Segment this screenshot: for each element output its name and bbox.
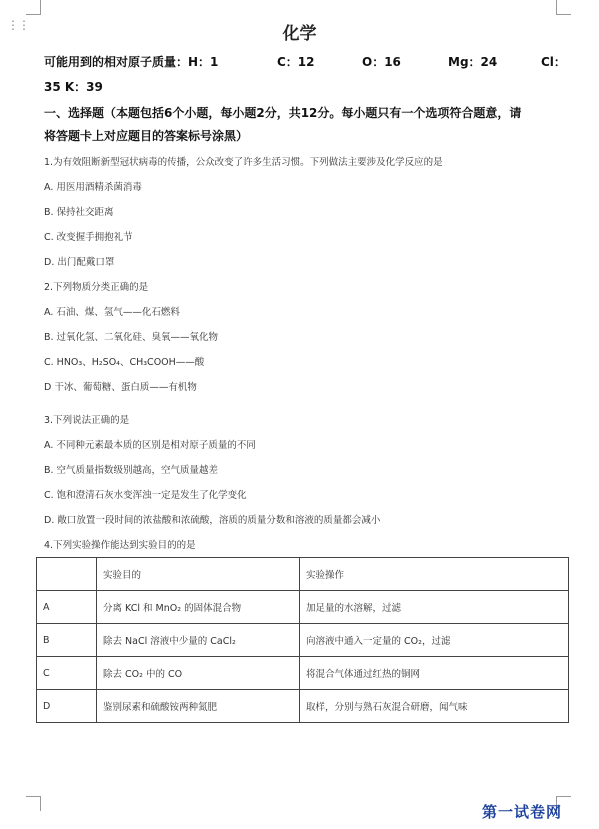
question-1-option-c: C. 改变握手拥抱礼节 — [44, 232, 133, 243]
question-2-option-b: B. 过氧化氢、二氧化硅、臭氧——氧化物 — [44, 332, 219, 343]
table-row — [37, 591, 569, 624]
table-row — [37, 657, 569, 690]
crop-mark-bottom-left — [26, 796, 41, 811]
question-3-option-c: C. 饱和澄清石灰水变浑浊一定是发生了化学变化 — [44, 490, 247, 501]
question-2-option-c: C. HNO₃、H₂SO₄、CH₃COOH——酸 — [44, 357, 205, 368]
crop-mark-top-left — [26, 0, 41, 15]
question-3-option-b: B. 空气质量指数级别越高，空气质量越差 — [44, 465, 219, 476]
question-3-option-a: A. 不同种元素最本质的区别是相对原子质量的不同 — [44, 440, 256, 451]
table-row — [37, 690, 569, 723]
atomic-mass-cl: Cl： — [541, 55, 566, 69]
question-1-stem: 1.为有效阻断新型冠状病毒的传播，公众改变了许多生活习惯。下列做法主要涉及化学反应的是 — [44, 157, 443, 168]
question-2-option-d: D 干冰、葡萄糖、蛋白质——有机物 — [44, 382, 197, 393]
atomic-mass-mg: Mg：24 — [448, 55, 498, 69]
drag-handle-icon[interactable]: ⋮⋮ — [7, 18, 29, 32]
watermark-brand: 第一试卷网 — [482, 803, 563, 821]
question-1-option-d: D. 出门配戴口罩 — [44, 257, 115, 268]
table-cell-purpose: 除去 CO₂ 中的 CO — [97, 657, 300, 690]
table-row — [37, 624, 569, 657]
table-header-row — [37, 558, 569, 591]
page-title: 化学 — [282, 24, 317, 44]
atomic-mass-o: O：16 — [362, 55, 401, 69]
atomic-mass-h: 可能用到的相对原子质量：H：1 — [44, 55, 219, 69]
question-4-stem: 4.下列实验操作能达到实验目的的是 — [44, 540, 196, 551]
table-header-cell: 实验操作 — [300, 558, 569, 591]
question-3-option-d: D. 敞口放置一段时间的浓盐酸和浓硫酸，溶质的质量分数和溶液的质量都会减小 — [44, 515, 381, 526]
question-2-option-a: A. 石油、煤、氢气——化石燃料 — [44, 307, 180, 318]
section-heading-line-1: 一、选择题（本题包括6个小题，每小题2分，共12分。每小题只有一个选项符合题意，请 — [44, 106, 522, 120]
atomic-mass-c: C：12 — [277, 55, 315, 69]
table-cell-option: C — [37, 657, 97, 690]
table-cell-operation: 取样，分别与熟石灰混合研磨，闻气味 — [300, 690, 569, 723]
table-cell-purpose: 分离 KCl 和 MnO₂ 的固体混合物 — [97, 591, 300, 624]
table-cell-operation: 加足量的水溶解，过滤 — [300, 591, 569, 624]
atomic-mass-line-2: 35 K：39 — [44, 80, 103, 94]
table-cell-purpose: 除去 NaCl 溶液中少量的 CaCl₂ — [97, 624, 300, 657]
table-cell-option: D — [37, 690, 97, 723]
table-header-cell: 实验目的 — [97, 558, 300, 591]
table-cell-operation: 将混合气体通过红热的铜网 — [300, 657, 569, 690]
question-1-option-a: A. 用医用酒精杀菌消毒 — [44, 182, 142, 193]
question-1-option-b: B. 保持社交距离 — [44, 207, 114, 218]
table-cell-option: A — [37, 591, 97, 624]
table-cell-operation: 向溶液中通入一定量的 CO₂，过滤 — [300, 624, 569, 657]
experiment-table — [36, 557, 569, 723]
question-3-stem: 3.下列说法正确的是 — [44, 415, 130, 426]
section-heading-line-2: 将答题卡上对应题目的答案标号涂黑） — [44, 129, 249, 143]
table-header-cell — [37, 558, 97, 591]
table-cell-purpose: 鉴别尿素和硫酸铵两种氮肥 — [97, 690, 300, 723]
question-2-stem: 2.下列物质分类正确的是 — [44, 282, 149, 293]
crop-mark-top-right — [556, 0, 571, 15]
table-cell-option: B — [37, 624, 97, 657]
